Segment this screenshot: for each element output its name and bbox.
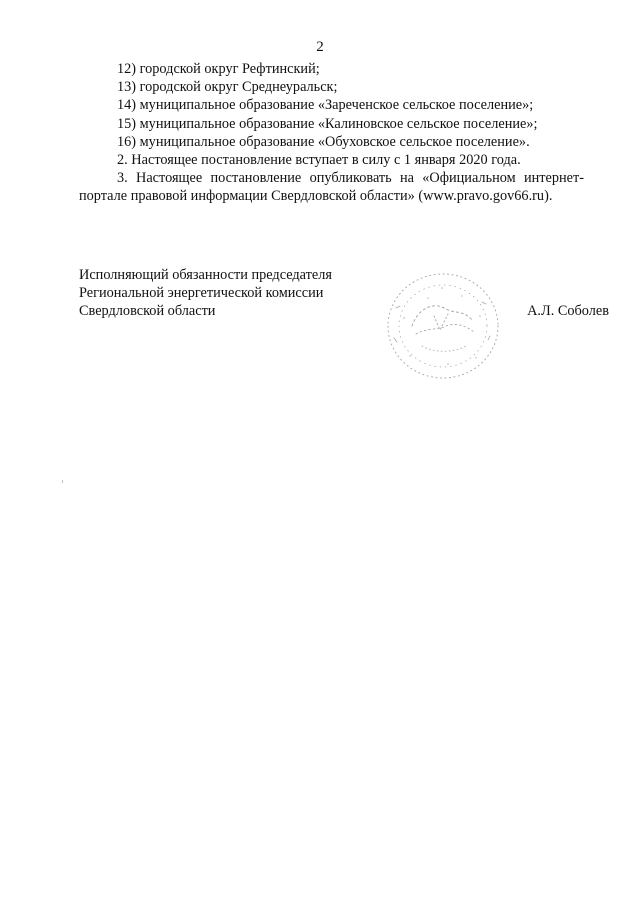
list-item: 12) городской округ Рефтинский;	[117, 61, 320, 77]
effective-date-paragraph: 2. Настоящее постановление вступает в силу с 1 января 2020 года.	[117, 152, 521, 169]
signer-title-line: Региональной энергетической комиссии	[79, 285, 324, 302]
page-number: 2	[316, 39, 324, 55]
list-item: 16) муниципальное образование «Обуховское сельское поселение».	[117, 133, 530, 150]
scan-speck	[62, 480, 63, 483]
list-item: 15) муниципальное образование «Калиновское сельское поселение»;	[117, 115, 538, 132]
official-seal-icon	[382, 268, 504, 384]
signer-name: А.Л. Соболев	[527, 303, 609, 319]
list-item: 13) городской округ Среднеуральск;	[117, 79, 338, 96]
list-item: 14) муниципальное образование «Зареченское сельское поселение»;	[117, 97, 534, 114]
signer-title-line: Свердловской области	[79, 303, 216, 320]
document-body	[79, 60, 584, 206]
publication-paragraph: 3. Настоящее постановление опубликовать на «Официальном интернет-портале правовой информации Свердловской области» (www.pravo.gov66.ru).	[79, 170, 584, 205]
signer-title-line: Исполняющий обязанности председателя	[79, 267, 332, 283]
